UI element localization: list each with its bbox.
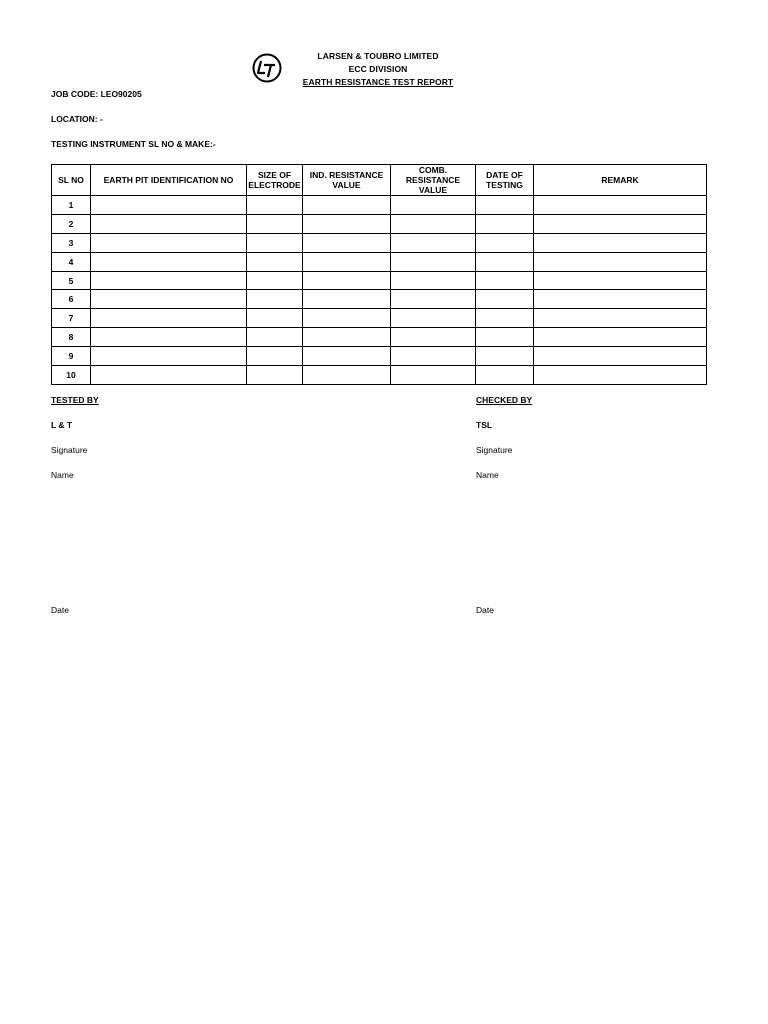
empty-cell [303, 309, 391, 328]
table-row [52, 347, 707, 366]
empty-cell [247, 233, 303, 252]
table-row [52, 252, 707, 271]
empty-cell [303, 328, 391, 347]
table-row [52, 214, 707, 233]
sl-cell: 6 [52, 290, 91, 309]
col-header-line1: DATE OF [486, 170, 523, 180]
table-row [52, 233, 707, 252]
col-header-line2: VALUE [418, 185, 448, 195]
col-header-line1: REMARK [601, 175, 639, 185]
col-header-line2: ELECTRODE [248, 180, 301, 190]
tested-by-signature-label: Signature [51, 445, 88, 455]
checked-by-name-label: Name [476, 470, 499, 480]
checked-by-heading: CHECKED BY [476, 395, 533, 405]
tested-by-heading: TESTED BY [51, 395, 99, 405]
table-header-row [52, 165, 707, 196]
empty-cell [534, 252, 707, 271]
table-row [52, 290, 707, 309]
empty-cell [476, 214, 534, 233]
col-sl-no [52, 165, 91, 196]
col-header-line1: SIZE OF [257, 170, 292, 180]
empty-cell [476, 347, 534, 366]
empty-cell [247, 347, 303, 366]
col-comb-resistance [391, 165, 476, 196]
col-size-of-electrode [247, 165, 303, 196]
empty-cell [247, 328, 303, 347]
empty-cell [91, 309, 247, 328]
col-remark [534, 165, 707, 196]
empty-cell [91, 290, 247, 309]
sl-cell: 5 [52, 271, 91, 290]
company-name: LARSEN & TOUBRO LIMITED [317, 51, 439, 61]
empty-cell [303, 290, 391, 309]
col-header-line1: IND. RESISTANCE [309, 170, 384, 180]
sl-cell: 3 [52, 233, 91, 252]
sl-cell: 2 [52, 214, 91, 233]
col-ind-resistance [303, 165, 391, 196]
empty-cell [476, 309, 534, 328]
empty-cell [247, 214, 303, 233]
empty-cell [391, 196, 476, 215]
sl-cell: 8 [52, 328, 91, 347]
empty-cell [476, 328, 534, 347]
empty-cell [476, 252, 534, 271]
empty-cell [534, 233, 707, 252]
empty-cell [534, 214, 707, 233]
col-header-line1: COMB. RESISTANCE [405, 165, 461, 185]
empty-cell [91, 214, 247, 233]
empty-cell [476, 271, 534, 290]
col-header-line1: EARTH PIT IDENTIFICATION NO [103, 175, 234, 185]
lt-logo-icon [252, 53, 282, 83]
col-date-of-testing [476, 165, 534, 196]
empty-cell [391, 290, 476, 309]
empty-cell [391, 271, 476, 290]
empty-cell [303, 366, 391, 385]
empty-cell [247, 309, 303, 328]
empty-cell [476, 290, 534, 309]
job-code: JOB CODE: LEO90205 [51, 89, 142, 99]
checked-by-date-label: Date [476, 605, 494, 615]
col-earth-pit-id [91, 165, 247, 196]
col-header-line2: TESTING [486, 180, 523, 190]
empty-cell [303, 233, 391, 252]
empty-cell [534, 196, 707, 215]
empty-cell [303, 252, 391, 271]
empty-cell [391, 347, 476, 366]
tested-by-party: L & T [51, 420, 73, 430]
sl-cell: 4 [52, 252, 91, 271]
empty-cell [476, 233, 534, 252]
tested-by-name-label: Name [51, 470, 74, 480]
sl-cell: 10 [52, 366, 91, 385]
empty-cell [476, 196, 534, 215]
empty-cell [91, 252, 247, 271]
empty-cell [391, 233, 476, 252]
table-row [52, 196, 707, 215]
empty-cell [247, 366, 303, 385]
empty-cell [91, 366, 247, 385]
table-row [52, 366, 707, 385]
empty-cell [534, 309, 707, 328]
sl-cell: 1 [52, 196, 91, 215]
empty-cell [391, 214, 476, 233]
empty-cell [303, 271, 391, 290]
table-row [52, 328, 707, 347]
empty-cell [534, 328, 707, 347]
empty-cell [391, 252, 476, 271]
empty-cell [476, 366, 534, 385]
division-name: ECC DIVISION [348, 64, 408, 74]
col-header-line2: VALUE [332, 180, 361, 190]
empty-cell [534, 347, 707, 366]
table-row [52, 309, 707, 328]
empty-cell [247, 252, 303, 271]
table-row [52, 271, 707, 290]
checked-by-signature-label: Signature [476, 445, 513, 455]
empty-cell [91, 233, 247, 252]
empty-cell [534, 271, 707, 290]
empty-cell [534, 290, 707, 309]
empty-cell [247, 290, 303, 309]
tested-by-date-label: Date [51, 605, 69, 615]
empty-cell [391, 309, 476, 328]
report-title: EARTH RESISTANCE TEST REPORT [302, 77, 454, 87]
empty-cell [91, 271, 247, 290]
empty-cell [303, 214, 391, 233]
empty-cell [91, 347, 247, 366]
sl-cell: 7 [52, 309, 91, 328]
empty-cell [391, 366, 476, 385]
empty-cell [91, 196, 247, 215]
test-results-table [51, 164, 707, 385]
col-header-line1: SL NO [58, 175, 84, 185]
empty-cell [303, 347, 391, 366]
empty-cell [534, 366, 707, 385]
empty-cell [91, 328, 247, 347]
sl-cell: 9 [52, 347, 91, 366]
empty-cell [247, 196, 303, 215]
checked-by-party: TSL [476, 420, 493, 430]
testing-instrument: TESTING INSTRUMENT SL NO & MAKE:- [51, 139, 216, 149]
empty-cell [303, 196, 391, 215]
empty-cell [391, 328, 476, 347]
location: LOCATION: - [51, 114, 103, 124]
empty-cell [247, 271, 303, 290]
